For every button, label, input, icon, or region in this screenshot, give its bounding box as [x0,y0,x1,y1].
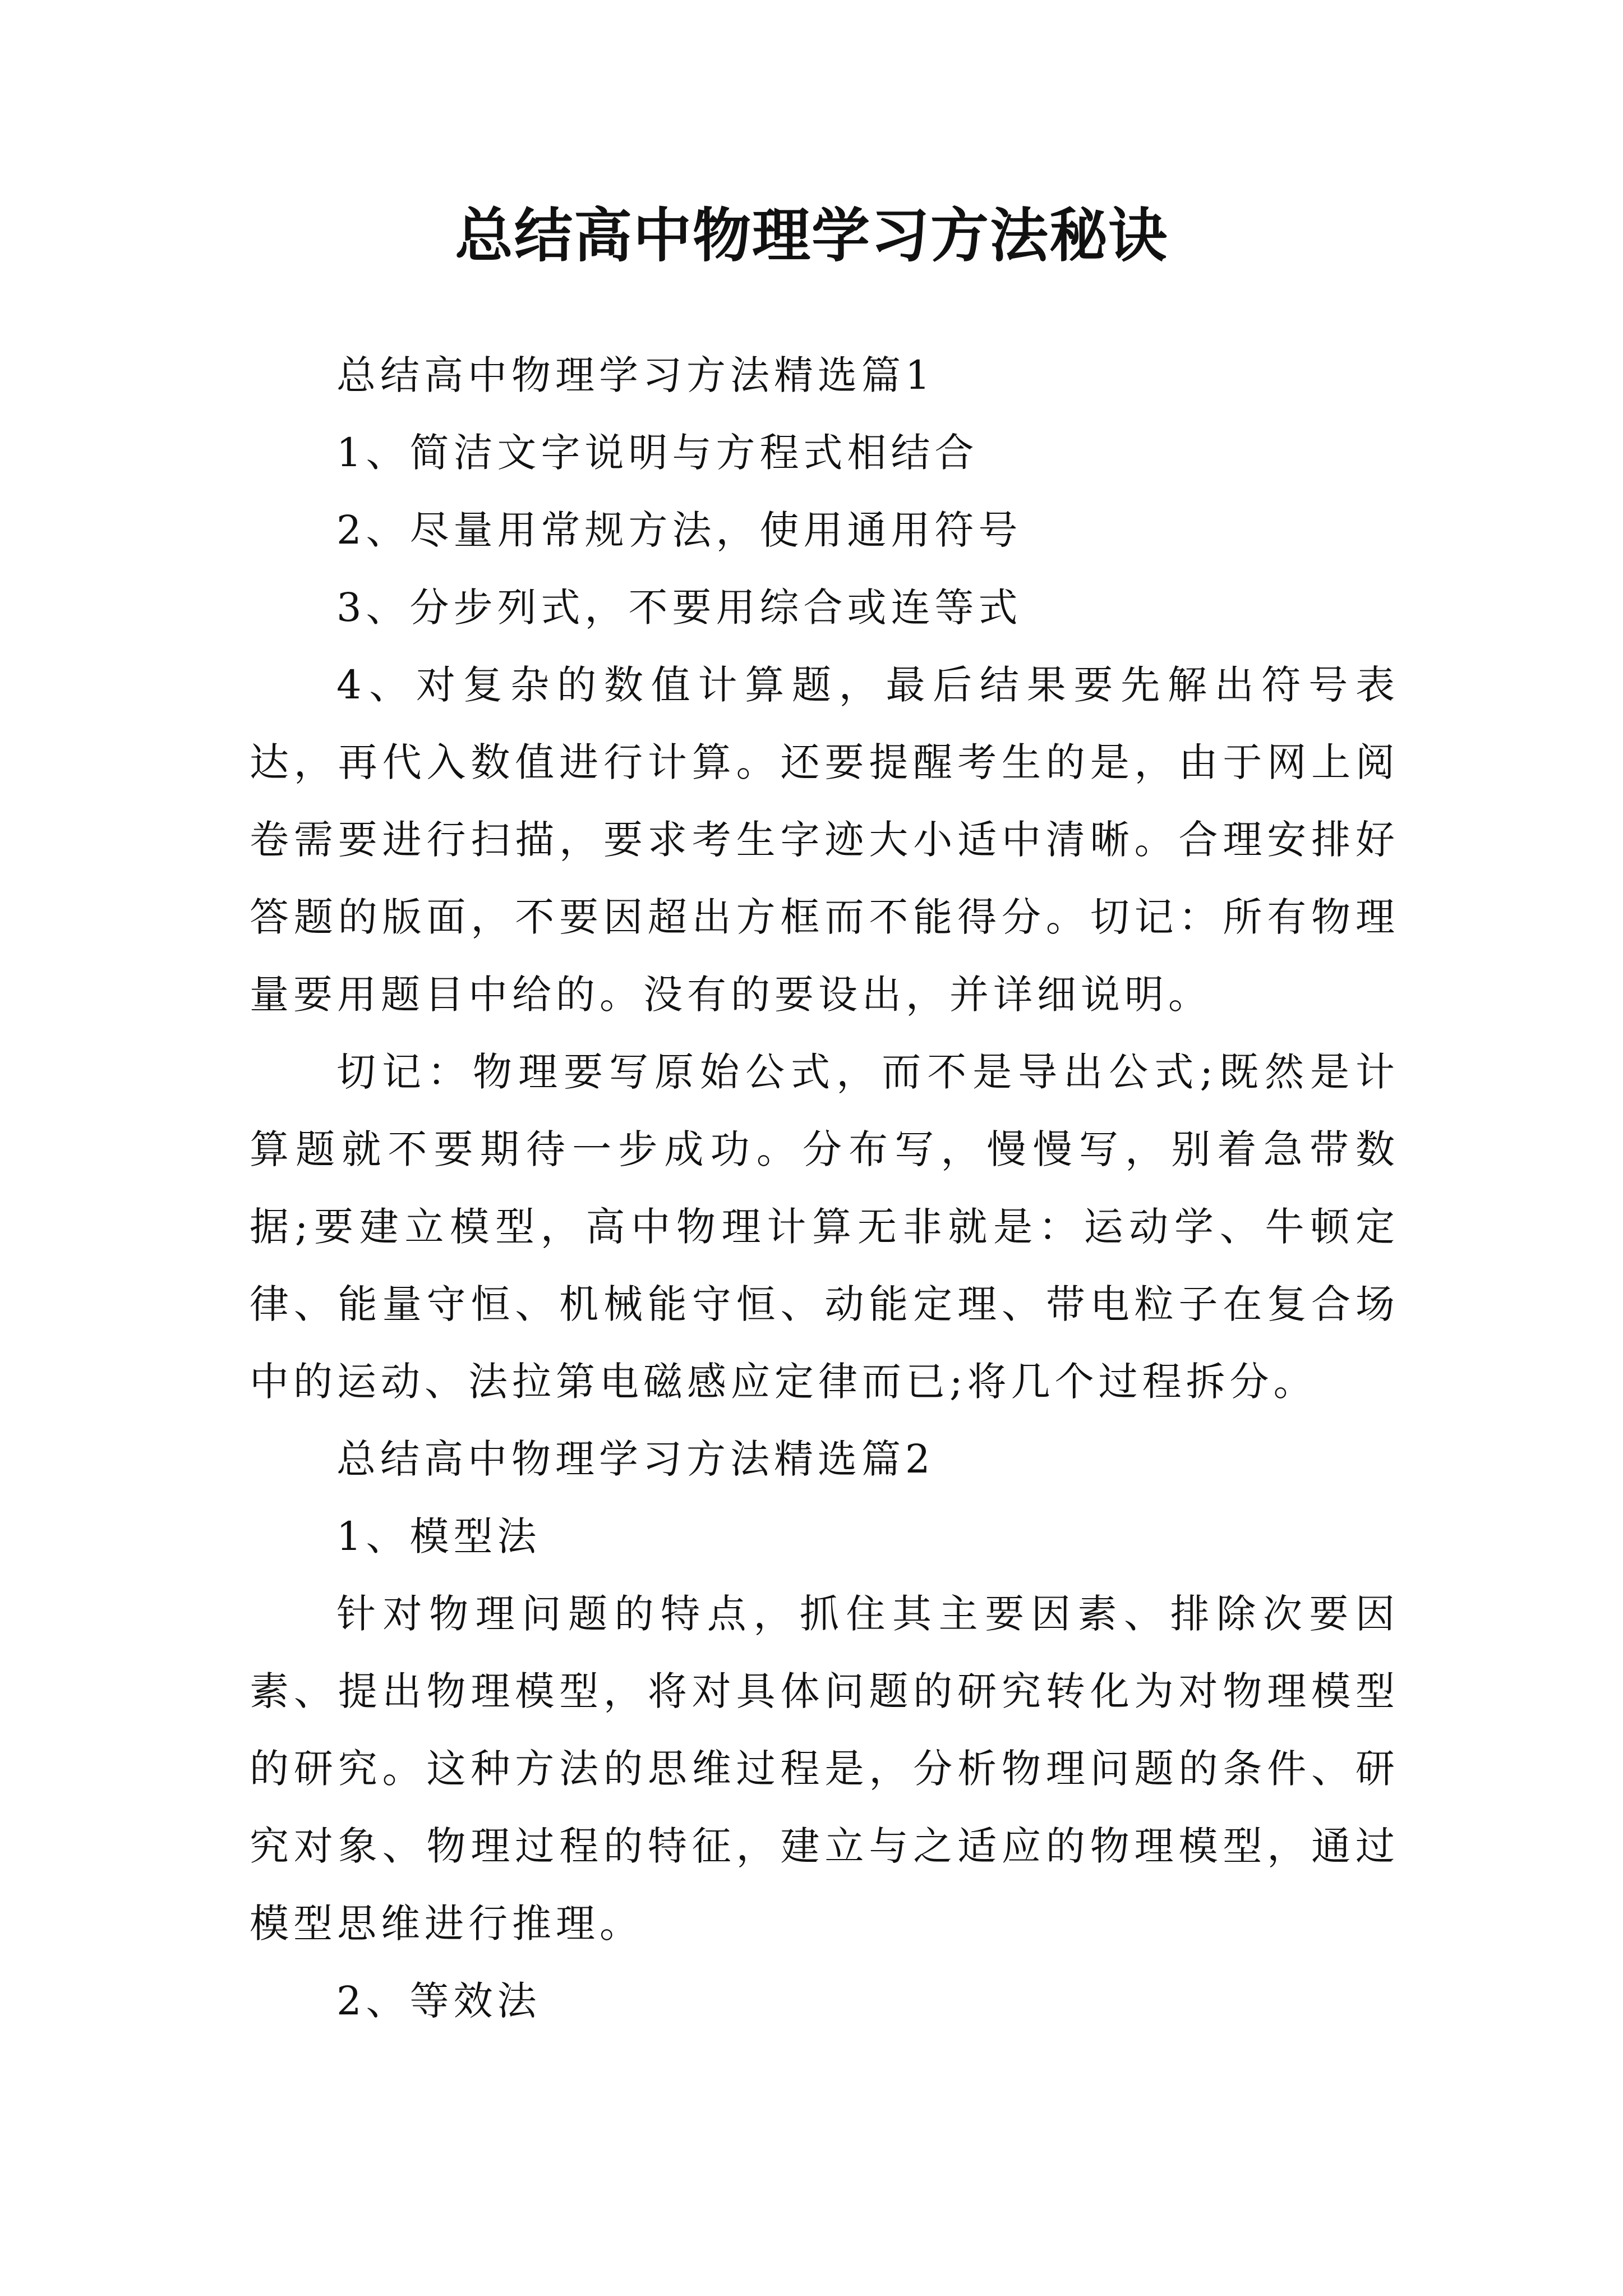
method-heading-1: 1、模型法 [336,1513,541,1559]
section-heading-2: 总结高中物理学习方法精选篇2 [336,1436,935,1482]
document-title: 总结高中物理学习方法秘诀 [454,201,1168,270]
list-item-3: 3、分步列式，不要用综合或连等式 [336,585,1022,631]
document-body [250,337,1399,2040]
list-item-1: 1、简洁文字说明与方程式相结合 [336,430,979,476]
method-heading-2: 2、等效法 [336,1978,541,2024]
list-item-4: 4、对复杂的数值计算题，最后结果要先解出符号表达，再代入数值进行计算。还要提醒考生的是，由于网上阅卷需要进行扫描，要求考生字迹大小适中清晰。合理安排好答题的版面，不要因超出方框而不能得分。切记：所有物理量要用题目中给的。没有的要设出，并详细说明。 [250,662,1399,1018]
list-item-2: 2、尽量用常规方法，使用通用符号 [336,507,1022,553]
method-paragraph-1: 针对物理问题的特点，抓住其主要因素、排除次要因素、提出物理模型，将对具体问题的研究转化为对物理模型的研究。这种方法的思维过程是，分析物理问题的条件、研究对象、物理过程的特征，建立与之适应的物理模型，通过模型思维进行推理。 [250,1591,1399,1947]
section-heading-1: 总结高中物理学习方法精选篇1 [336,352,935,398]
note-paragraph: 切记：物理要写原始公式，而不是导出公式;既然是计算题就不要期待一步成功。分布写，慢慢写，别着急带数据;要建立模型，高中物理计算无非就是：运动学、牛顿定律、能量守恒、机械能守恒、动能定理、带电粒子在复合场中的运动、法拉第电磁感应定律而已;将几个过程拆分。 [250,1049,1399,1405]
